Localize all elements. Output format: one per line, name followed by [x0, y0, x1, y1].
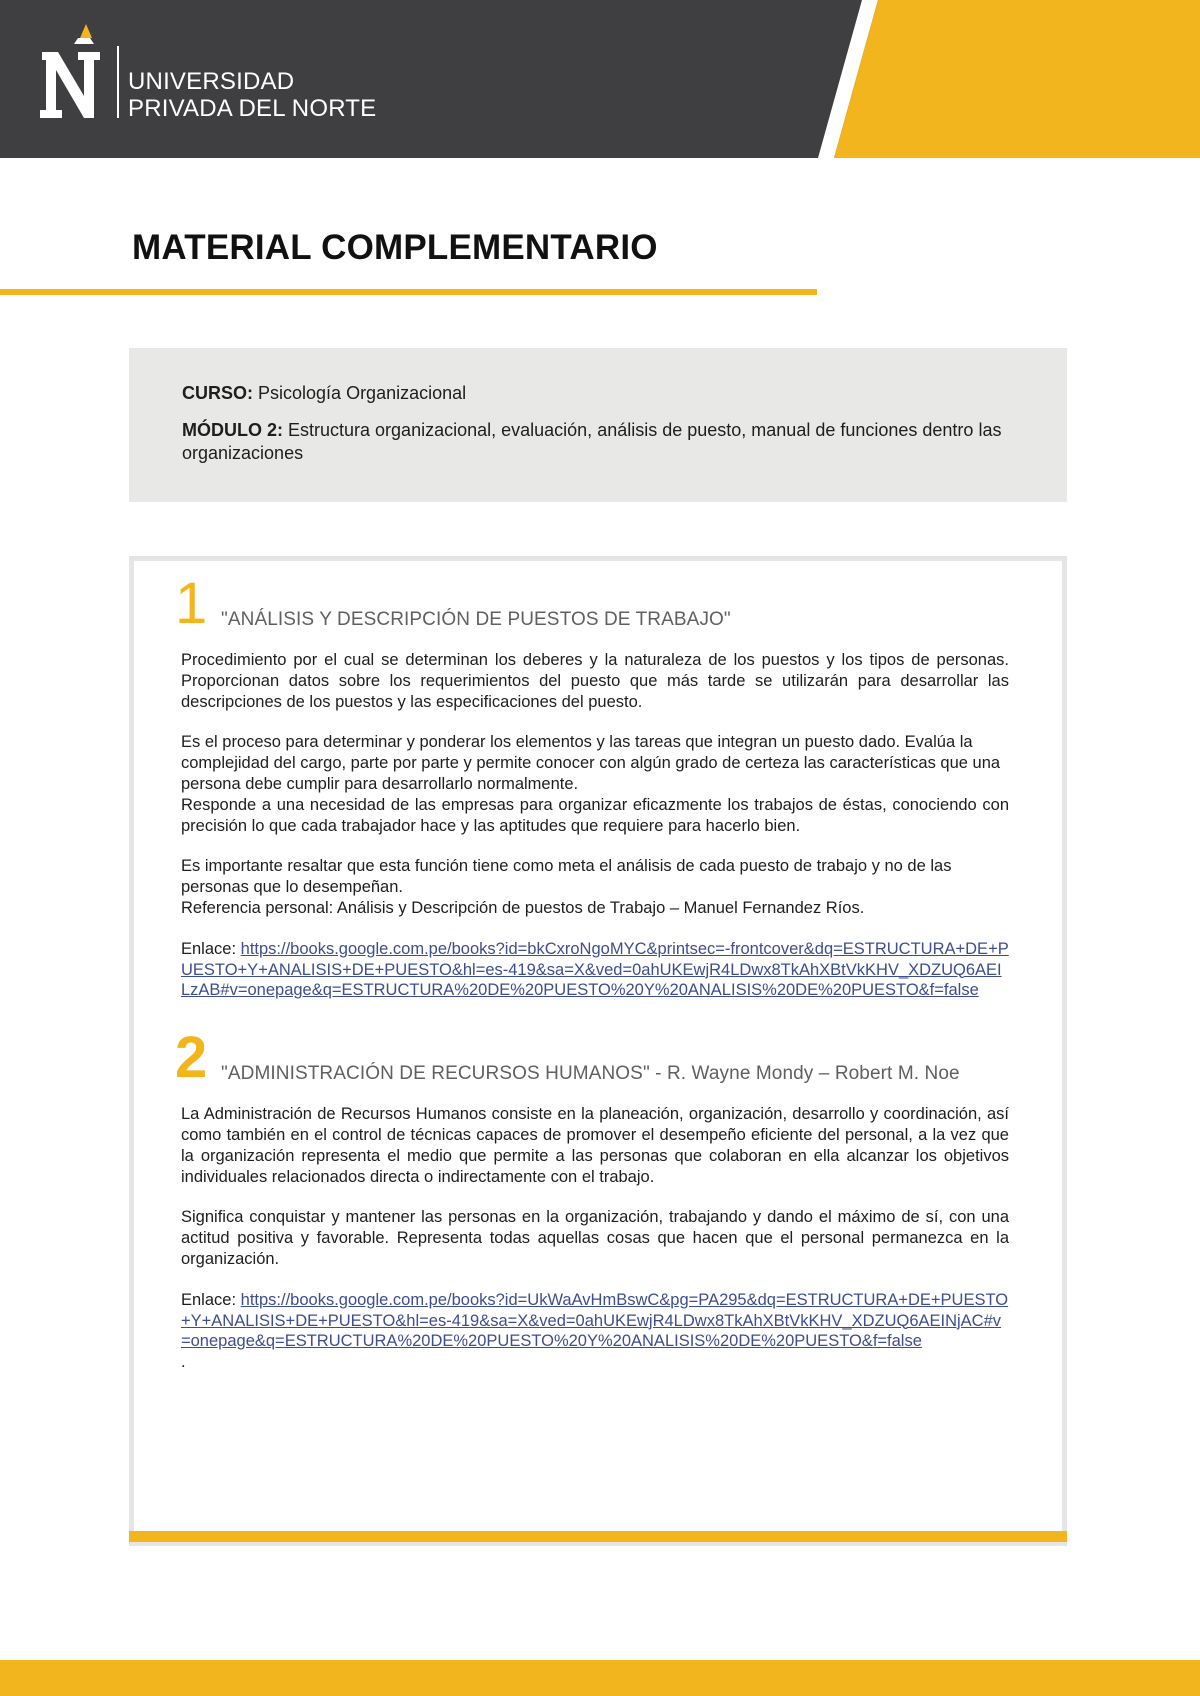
university-name — [128, 68, 376, 122]
section-1-title: "ANÁLISIS Y DESCRIPCIÓN DE PUESTOS DE TRABAJO" — [221, 609, 731, 631]
n-accent-logo-icon — [38, 22, 108, 122]
university-name-line2: PRIVADA DEL NORTE — [128, 95, 377, 122]
module-line — [182, 419, 1015, 465]
content-card-bottom-shadow — [129, 1542, 1067, 1546]
content-card-body — [175, 569, 1009, 1372]
content-card — [129, 556, 1067, 1540]
trailing-period: . — [181, 1353, 186, 1372]
logo-divider — [117, 46, 119, 118]
page-title: MATERIAL COMPLEMENTARIO — [132, 228, 658, 267]
university-name-line1: UNIVERSIDAD — [128, 68, 295, 95]
section-1-paragraph-1: Procedimiento por el cual se determinan los deberes y la naturaleza de los puestos y los tipos de personas. Proporcionan datos sobre los requerimientos del puesto que más tarde se utilizarán para desarrollar las descripciones de los puestos y las especificaciones del puesto. — [181, 651, 1009, 711]
section-1-paragraph-2: Es el proceso para determinar y ponderar los elementos y las tareas que integran un puesto dado. Evalúa la complejidad del cargo, parte por parte y permite conocer con algún grado de certeza las características que una persona debe cumplir para desarrollarlo normalmente. — [181, 733, 1001, 793]
section-1-paragraph-3: Es importante resaltar que esta función tiene como meta el análisis de cada puesto de trabajo y no de las personas que lo desempeñan. — [181, 857, 952, 897]
title-underline — [0, 289, 817, 295]
module-label: MÓDULO 2: — [182, 420, 283, 440]
page-header — [0, 0, 1200, 158]
section-2-number: 2 — [175, 1025, 208, 1091]
module-value: Estructura organizacional, evaluación, análisis de puesto, manual de funciones dentro las organizaciones — [182, 420, 1002, 463]
section-2-link-label: Enlace: — [181, 1290, 237, 1309]
content-card-bottom-bar — [129, 1531, 1067, 1542]
course-line — [182, 382, 1015, 405]
course-value: Psicología Organizacional — [258, 383, 467, 403]
section-2-link-line — [181, 1290, 1009, 1352]
section-2-book-link[interactable]: https://books.google.com.pe/books?id=UkWaAvHmBswC&pg=PA295&dq=ESTRUCTURA+DE+PUESTO+Y+ANALISIS+DE+PUESTO&hl=es-419&sa=X&ved=0ahUKEwjR4LDwx8TkAhXBtVkKHV_XDZUQ6AEINjAC#v=onepage&q=ESTRUCTURA%20DE%20PUESTO%20Y%20ANALISIS%20DE%20PUESTO&f=false — [181, 1290, 1009, 1351]
course-label: CURSO: — [182, 383, 253, 403]
section-1-reference: Referencia personal: Análisis y Descripción de puestos de Trabajo – Manuel Fernandez Ríos. — [181, 898, 865, 917]
section-1-number: 1 — [175, 571, 208, 636]
section-2-paragraph-2: Significa conquistar y mantener las personas en la organización, trabajando y dando el máximo de sí, con una actitud positiva y favorable. Representa todas aquellas cosas que hacen que el personal permanezca en la organización. — [181, 1208, 1009, 1268]
section-2-header — [175, 1023, 1009, 1093]
section-1-book-link[interactable]: https://books.google.com.pe/books?id=bkCxroNgoMYC&printsec=-frontcover&dq=ESTRUCTURA+DE+PUESTO+Y+ANALISIS+DE+PUESTO&hl=es-419&sa=X&ved=0ahUKEwjR4LDwx8TkAhXBtVkKHV_XDZUQ6AEILzAB#v=onepage&q=ESTRUCTURA%20DE%20PUESTO%20Y%20ANALISIS%20DE%20PUESTO&f=false — [181, 939, 1009, 1000]
section-1-link-line — [181, 939, 1009, 1001]
footer-bar — [0, 1660, 1200, 1696]
section-2-paragraph-1: La Administración de Recursos Humanos consiste en la planeación, organización, desarrollo y coordinación, así como también en el control de técnicas capaces de promover el desempeño eficiente del personal, a la vez que la organización representa el medio que permite a las personas que colaboran en ella alcanzar los objetivos individuales relacionados directa o indirectamente con el trabajo. — [181, 1105, 1009, 1186]
section-1-link-label: Enlace: — [181, 939, 237, 958]
section-2-title: "ADMINISTRACIÓN DE RECURSOS HUMANOS" - R. Wayne Mondy – Robert M. Noe — [221, 1063, 960, 1085]
course-info-box — [129, 348, 1067, 502]
section-1-header — [175, 569, 1009, 639]
section-1-paragraph-2b: Responde a una necesidad de las empresas para organizar eficazmente los trabajos de éstas, conociendo con precisión lo que cada trabajador hace y las aptitudes que requiere para hacerlo bien. — [181, 795, 1009, 835]
